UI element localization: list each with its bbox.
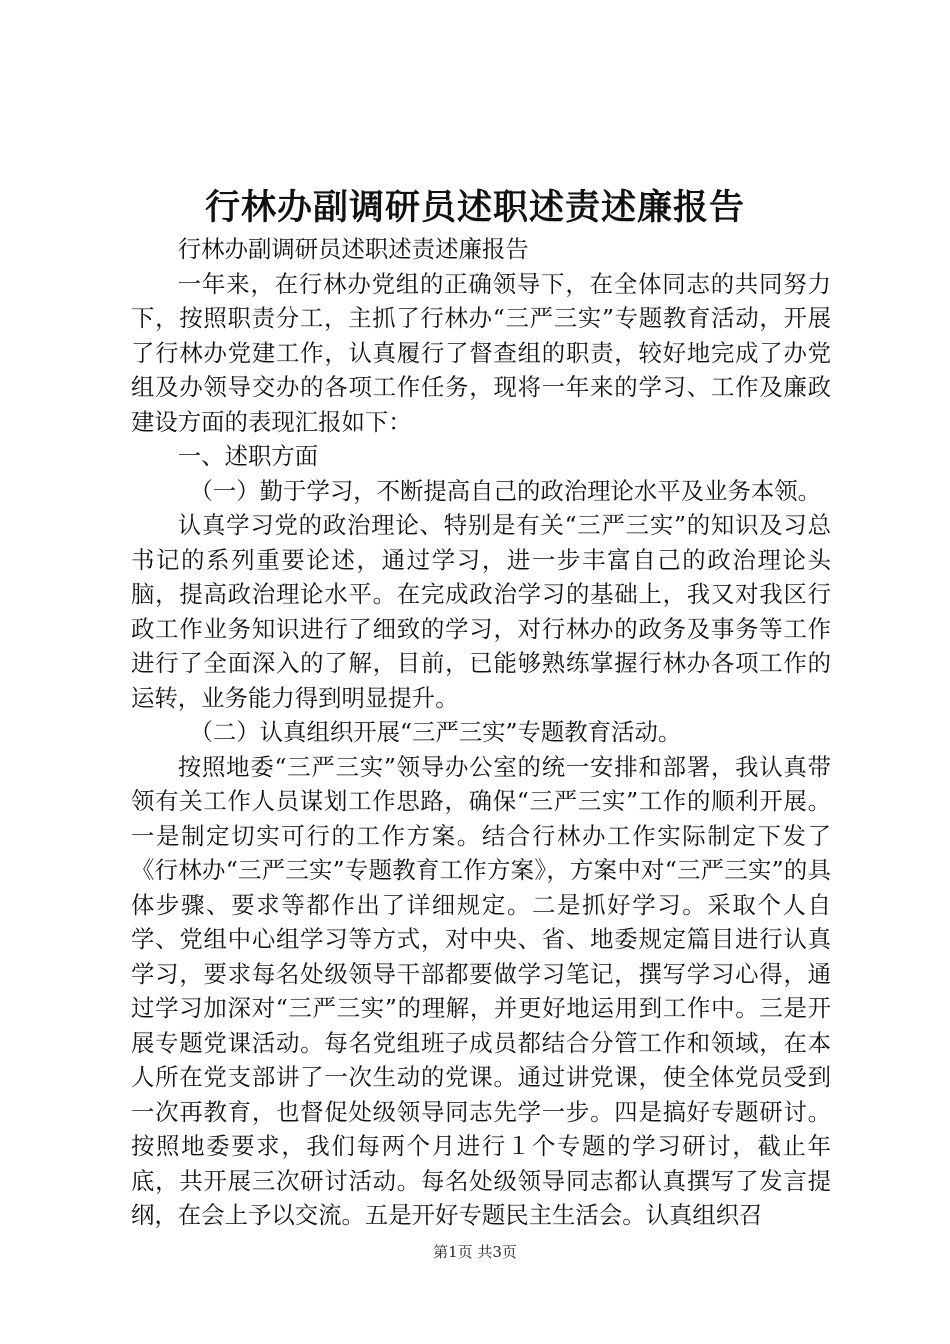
paragraph-subtitle: 行林办副调研员述职述责述廉报告	[177, 235, 529, 263]
page-count: 共3页	[477, 1243, 517, 1261]
page-title: 行林办副调研员述职述责述廉报告	[204, 187, 745, 228]
paragraph-intro: 一年来，在行林办党组的正确领导下，在全体同志的共同努力下，按照职责分工，主抓了行林办“三严三实”专题教育活动，开展了行林办党建工作，认真履行了督查组的职责，较好地完成了办党组及办领导交办的各项工作任务，现将一年来的学习、工作及廉政建设方面的表现汇报如下：	[131, 269, 831, 436]
section-heading-1: 一、述职方面	[177, 442, 319, 470]
page-footer	[0, 1242, 950, 1262]
document-body	[131, 232, 831, 1233]
paragraph-education-activity: 按照地委“三严三实”领导办公室的统一安排和部署，我认真带领有关工作人员谋划工作思路，确保“三严三实”工作的顺利开展。一是制定切实可行的工作方案。结合行林办工作实际制定下发了《行林办“三严三实”专题教育工作方案》，方案中对“三严三实”的具体步骤、要求等都作出了详细规定。二是抓好学习。采取个人自学、党组中心组学习等方式，对中央、省、地委规定篇目进行认真学习，要求每名处级领导干部都要做学习笔记，撰写学习心得，通过学习加深对“三严三实”的理解，并更好地运用到工作中。三是开展专题党课活动。每名党组班子成员都结合分管工作和领域，在本人所在党支部讲了一次生动的党课。通过讲党课，使全体党员受到一次再教育，也督促处级领导同志先学一步。四是搞好专题研讨。按照地委要求，我们每两个月进行１个专题的学习研讨，截止年底，共开展三次研讨活动。每名处级领导同志都认真撰写了发言提纲，在会上予以交流。五是开好专题民主生活会。认真组织召	[131, 752, 831, 1229]
subsection-heading-1: （一）勤于学习，不断提高自己的政治理论水平及业务本领。	[189, 476, 822, 505]
subsection-heading-2: （二）认真组织开展“三严三实”专题教育活动。	[189, 718, 682, 746]
page-number: 第1页	[433, 1243, 473, 1261]
paragraph-study: 认真学习党的政治理论、特别是有关“三严三实”的知识及习总书记的系列重要论述，通过学习，进一步丰富自己的政治理论头脑，提高政治理论水平。在完成政治学习的基础上，我又对我区行政工作业务知识进行了细致的学习，对行林办的政务及事务等工作进行了全面深入的了解，目前，已能够熟练掌握行林办各项工作的运转，业务能力得到明显提升。	[131, 511, 831, 712]
